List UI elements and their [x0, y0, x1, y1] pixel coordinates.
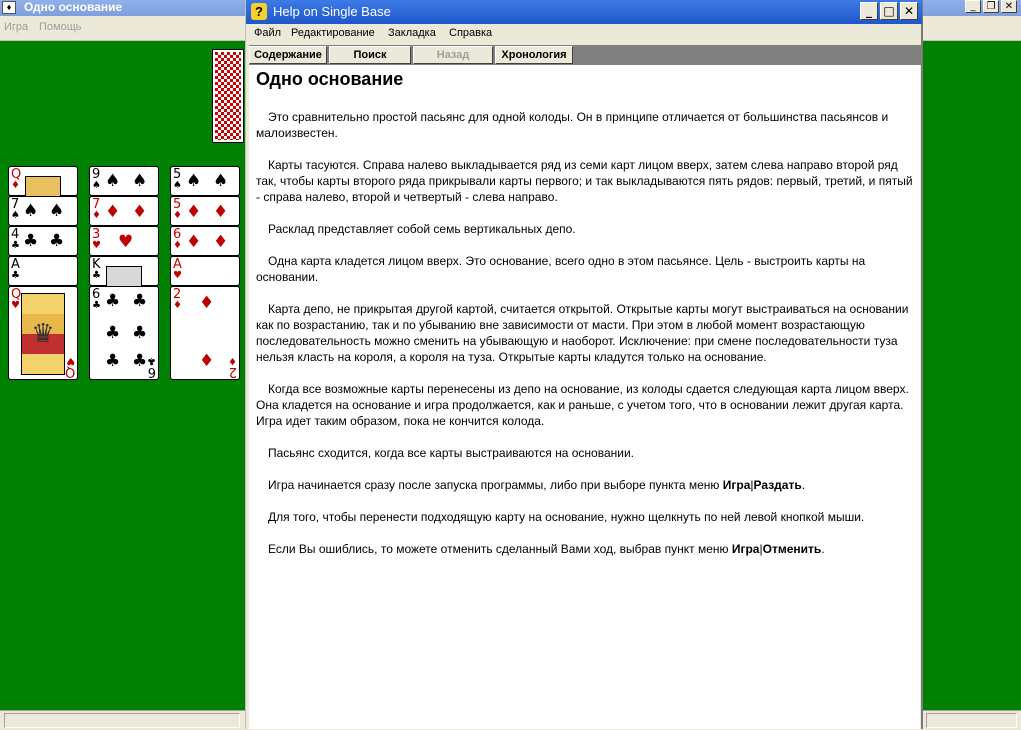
- stock-deck[interactable]: [212, 49, 244, 143]
- help-paragraph-deal: [256, 477, 914, 493]
- help-titlebar[interactable]: [246, 0, 922, 24]
- card-rank: 2: [173, 287, 182, 302]
- card-rank: 5: [173, 167, 182, 182]
- card-suit: ♣: [147, 355, 156, 366]
- paragraph-text: Если Вы ошиблись, то можете отменить сделанный Вами ход, выбрав пункт меню: [268, 542, 732, 556]
- card-suit: ♠: [92, 180, 101, 191]
- menu-ref-deal: Раздать: [753, 478, 802, 492]
- history-button[interactable]: Хронология: [495, 46, 573, 64]
- card-suit: ♦: [173, 210, 182, 221]
- pip: ♦: [186, 202, 202, 222]
- game-menu-game[interactable]: Игра: [4, 21, 29, 33]
- help-window-title: Help on Single Base: [273, 4, 391, 19]
- pip: ♣: [132, 351, 148, 371]
- card-seven-diamonds[interactable]: [89, 196, 159, 226]
- pip: ♠: [105, 171, 121, 191]
- card-suit: ♦: [92, 210, 101, 221]
- game-minimize-button[interactable]: _: [965, 0, 981, 13]
- card-nine-spades[interactable]: [89, 166, 159, 196]
- paragraph-text: .: [821, 542, 825, 556]
- card-rank: A: [11, 257, 20, 272]
- game-close-button[interactable]: ✕: [1001, 0, 1017, 13]
- game-menu-help[interactable]: Помощь: [39, 21, 82, 33]
- pip: ♣: [105, 323, 121, 343]
- help-window-controls: [860, 2, 918, 20]
- card-suit: ♠: [173, 180, 182, 191]
- help-menu-help[interactable]: Справка: [449, 27, 493, 39]
- card-king-clubs[interactable]: [89, 256, 159, 286]
- card-rank: Q: [11, 287, 22, 302]
- card-rank: 9: [92, 167, 101, 182]
- help-paragraph: Карты тасуются. Справа налево выкладывается ряд из семи карт лицом вверх, затем слева направо второй ряд так, чтобы карты второго ряда прикрывали карты первого; и так выкладываются пять рядов: первый, третий, и пятый - справа налево, второй и четвертый - слева направо.: [256, 158, 913, 204]
- help-paragraph: Для того, чтобы перенести подходящую карту на основание, нужно щелкнуть по ней левой кнопкой мыши.: [268, 510, 865, 524]
- pip: ♦: [199, 351, 215, 371]
- help-window: [245, 0, 923, 729]
- card-suit: ♣: [11, 270, 20, 281]
- card-five-spades[interactable]: [170, 166, 240, 196]
- card-suit: ♦: [11, 180, 20, 191]
- card-queen-diamonds[interactable]: [8, 166, 78, 196]
- card-seven-spades[interactable]: [8, 196, 78, 226]
- card-suit: ♣: [11, 240, 20, 251]
- help-minimize-button[interactable]: _: [860, 2, 878, 20]
- card-rank: K: [92, 257, 101, 272]
- help-paragraph: Карта депо, не прикрытая другой картой, считается открытой. Открытые карты могут выстраиваться на основании как по возрастанию, так и по убыванию вне зависимости от масти. При этом в любой момент возрастающую последовательность можно сменить на убывающую и наоборот. Исключение: при смене последовательности туза нельзя класть на короля, а короля на туза. Открытые карты кладутся только на основание.: [256, 302, 909, 364]
- pip: ♦: [213, 232, 229, 252]
- game-app-icon: ♦: [2, 1, 16, 14]
- pip: ♣: [105, 351, 121, 371]
- status-pane-right: [926, 713, 1017, 728]
- card-rank: 6: [173, 227, 182, 242]
- status-pane-left: [4, 713, 240, 728]
- help-close-button[interactable]: ✕: [900, 2, 918, 20]
- help-button-bar: [249, 45, 922, 65]
- help-paragraph: Это сравнительно простой пасьянс для одной колоды. Он в принципе отличается от большинства пасьянсов и малоизвестен.: [256, 110, 889, 140]
- pip: ♦: [199, 293, 215, 313]
- card-four-clubs[interactable]: [8, 226, 78, 256]
- pip: ♣: [49, 231, 65, 251]
- menu-ref-undo: Отменить: [762, 542, 822, 556]
- card-rank: 7: [11, 197, 20, 212]
- help-menubar: [246, 24, 922, 43]
- pip: ♦: [105, 202, 121, 222]
- game-window-title: Одно основание: [24, 0, 123, 14]
- king-face-art: [106, 266, 142, 288]
- card-suit: ♣: [92, 300, 101, 311]
- pip: ♥: [118, 232, 134, 252]
- queen-face-art: [25, 176, 61, 198]
- pip: ♠: [132, 171, 148, 191]
- card-suit: ♥: [66, 355, 75, 366]
- help-paragraph-undo: [256, 541, 914, 557]
- help-paragraph: Пасьянс сходится, когда все карты выстраиваются на основании.: [268, 446, 635, 460]
- pip: ♣: [105, 291, 121, 311]
- contents-button[interactable]: Содержание: [249, 46, 327, 64]
- pip: ♣: [132, 291, 148, 311]
- card-rank: 2: [228, 364, 237, 379]
- game-restore-button[interactable]: ❐: [983, 0, 999, 13]
- help-paragraph: Расклад представляет собой семь вертикальных депо.: [268, 222, 576, 236]
- card-three-hearts[interactable]: [89, 226, 159, 256]
- card-back-pattern: [215, 52, 241, 140]
- back-button[interactable]: Назад: [413, 46, 493, 64]
- search-button[interactable]: Поиск: [329, 46, 411, 64]
- card-ace-clubs[interactable]: [8, 256, 78, 286]
- card-rank: 3: [92, 227, 101, 242]
- menu-ref-game: Игра: [731, 542, 760, 556]
- card-rank: 4: [11, 227, 20, 242]
- pip: ♣: [23, 231, 39, 251]
- card-rank: 7: [92, 197, 101, 212]
- help-menu-bookmark[interactable]: Закладка: [388, 27, 436, 39]
- card-rank: A: [173, 257, 182, 272]
- menu-separator: |: [750, 478, 754, 492]
- card-suit: ♥: [11, 300, 20, 311]
- card-suit: ♥: [173, 270, 182, 281]
- pip: ♠: [23, 201, 39, 221]
- menu-separator: |: [759, 542, 763, 556]
- paragraph-text: Игра начинается сразу после запуска программы, либо при выборе пункта меню: [268, 478, 723, 492]
- game-window-controls: [965, 0, 1017, 13]
- pip: ♠: [213, 171, 229, 191]
- paragraph-text: .: [801, 478, 806, 492]
- menu-ref-game: Игра: [722, 478, 751, 492]
- pip: ♠: [49, 201, 65, 221]
- card-two-diamonds[interactable]: [170, 286, 240, 380]
- pip: ♦: [213, 202, 229, 222]
- card-six-diamonds[interactable]: [170, 226, 240, 256]
- help-menu-edit[interactable]: Редактирование: [291, 27, 375, 39]
- help-paragraph: Когда все возможные карты перенесены из депо на основание, из колоды сдается следующая карта лицом вверх. Она кладется на основание и игра продолжается, как и раньше, с учетом того, что в основании лежит другая карта. Игра идет таким образом, пока не кончится колода.: [256, 382, 909, 428]
- help-content-pane[interactable]: [249, 65, 920, 729]
- card-rank: 5: [173, 197, 182, 212]
- pip: ♦: [186, 232, 202, 252]
- card-suit: ♣: [92, 270, 101, 281]
- card-suit: ♦: [173, 240, 182, 251]
- help-maximize-button[interactable]: □: [880, 2, 898, 20]
- card-queen-hearts[interactable]: [8, 286, 78, 380]
- pip: ♣: [132, 323, 148, 343]
- card-five-diamonds[interactable]: [170, 196, 240, 226]
- queen-face-art: ♛: [21, 293, 65, 375]
- card-six-clubs[interactable]: [89, 286, 159, 380]
- help-menu-file[interactable]: Файл: [254, 27, 282, 39]
- card-suit: ♥: [92, 240, 101, 251]
- pip: ♦: [132, 202, 148, 222]
- card-rank: 6: [92, 287, 101, 302]
- card-rank: Q: [64, 364, 75, 379]
- card-rank: Q: [11, 167, 22, 182]
- help-question-icon: ?: [251, 3, 267, 20]
- card-ace-hearts[interactable]: [170, 256, 240, 286]
- card-suit: ♠: [11, 210, 20, 221]
- help-topic-heading: Одно основание: [256, 69, 404, 89]
- card-suit: ♦: [228, 355, 237, 366]
- card-suit: ♦: [173, 300, 182, 311]
- help-paragraph: Одна карта кладется лицом вверх. Это основание, всего одно в этом пасьянсе. Цель - выстроить карты на основании.: [256, 254, 866, 284]
- card-rank: 6: [147, 364, 156, 379]
- pip: ♠: [186, 171, 202, 191]
